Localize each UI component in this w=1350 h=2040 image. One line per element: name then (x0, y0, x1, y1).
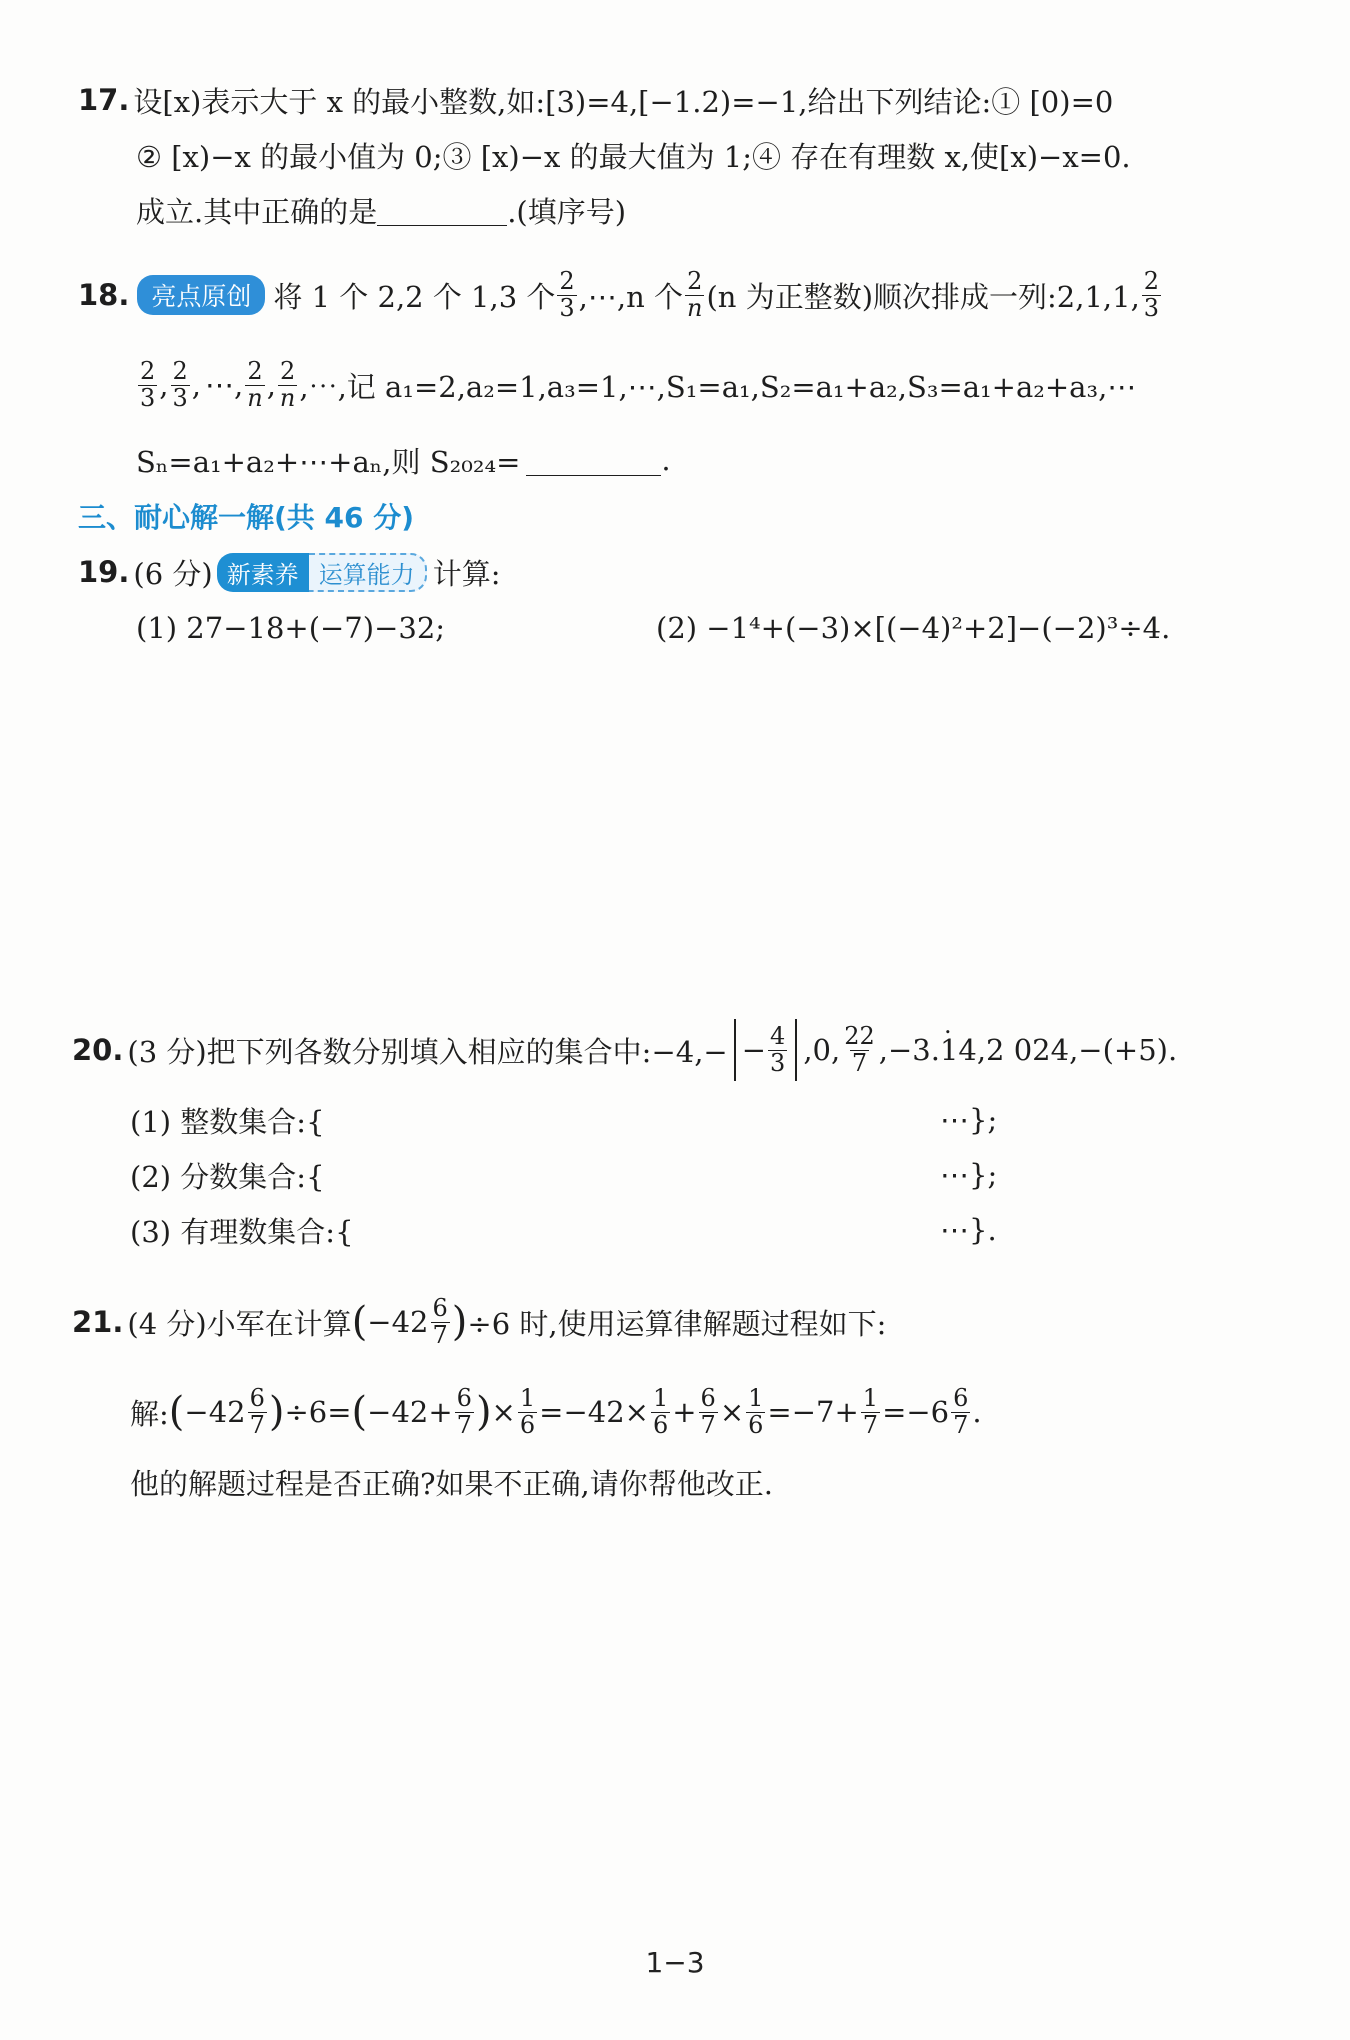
q17-answer-blank[interactable] (377, 195, 507, 226)
q19-badge-new: 新素养 (217, 553, 309, 592)
q20-set2: (2) 分数集合:{ ⋯}; (0, 1145, 1350, 1205)
q18-text-line2: ,⋯,记 a₁=2,a₂=1,a₃=1,⋯,S₁=a₁,S₂=a₁+a₂,S₃=a₁+a₂+a₃,⋯ (299, 369, 1137, 404)
q18-highlight-badge: 亮点原创 (137, 275, 265, 315)
q18-number: 18. (78, 278, 130, 312)
fraction-4-3: $\frac{4}{3}$ (770, 1022, 786, 1077)
q20-set3: (3) 有理数集合:{ ⋯}. (0, 1200, 1350, 1260)
q21-solution: 解: ( −42 $\frac{6}{7}$ ) ÷6= ( −42+ $\frac{6}{7}$ ) × $\frac{1}{6}$ =−42× $\frac{1}{6}$ + $\frac{6}{7}$ × $\frac{1}{6}$ =−7+ $\frac{1}{7}$ =−6 $\frac{6}{7}$ . (130, 1384, 982, 1439)
q19-text: 计算: (432, 556, 501, 591)
q17-text-3a: 成立.其中正确的是 (136, 194, 378, 229)
q18-line2: $\frac{2}{3}$ , $\frac{2}{3}$ , ⋯, $\frac{2}{n}$ , $\frac{2}{n}$ ,⋯,记 a₁=2,a₂=1,a₃=1,⋯,S₁=a₁,S₂=a₁+a₂,S₃=a₁+a₂+a₃,⋯ (140, 357, 1137, 412)
q18-text-1: 将 1 个 2,2 个 1,3 个 (273, 279, 556, 314)
q20-set2-label: (2) 分数集合:{ (130, 1159, 325, 1194)
q20-text: (3 分)把下列各数分别填入相应的集合中:−4,− (127, 1034, 728, 1069)
q17-line1 (0, 70, 1350, 130)
fraction-22-7: $\frac{22}{7}$ (844, 1022, 875, 1077)
q19-number: 19. (78, 555, 130, 589)
absolute-value-expression: − $\frac{4}{3}$ (728, 1019, 804, 1081)
q17-text-1: 设[x)表示大于 x 的最小整数,如:[3)=4,[−1.2)=−1,给出下列结论:① [0)=0 (133, 84, 1114, 119)
mixed-number: −42 $\frac{6}{7}$ (367, 1294, 448, 1349)
q17-line2 (0, 125, 1350, 185)
q17-text-3b: .(填序号) (507, 194, 627, 229)
mixed-number: −42 $\frac{6}{7}$ (184, 1384, 265, 1439)
q19-part2: (2) −1⁴+(−3)×[(−4)²+2]−(−2)³÷4. (656, 611, 1171, 645)
q18-answer-blank[interactable] (526, 445, 661, 476)
page-number: 1−3 (645, 1946, 705, 1979)
repeating-decimal: . 14 (940, 1033, 977, 1067)
q18-line1 (0, 255, 1350, 335)
q18-text-2: ,⋯,n 个 (578, 279, 684, 314)
fraction-2-3: $\frac{2}{3}$ (140, 357, 156, 412)
q21-number: 21. (72, 1305, 124, 1339)
section-3-title: 三、耐心解一解(共 46 分) (78, 501, 415, 534)
q20-set3-label: (3) 有理数集合:{ (130, 1214, 354, 1249)
q19-badge-skill: 运算能力 (309, 553, 427, 592)
q20-set1-label: (1) 整数集合:{ (130, 1104, 325, 1139)
q17-number: 17. (78, 83, 130, 117)
q19-points: (6 分) (133, 556, 213, 591)
q20-set1: (1) 整数集合:{ ⋯}; (0, 1090, 1350, 1150)
q21-line1: 21. (4 分)小军在计算 ( −42 $\frac{6}{7}$ ) ÷6 时,使用运算律解题过程如下: (72, 1294, 887, 1349)
fraction-2-n: $\frac{2}{n}$ (247, 357, 263, 412)
q17-text-2: ② [x)−x 的最小值为 0;③ [x)−x 的最大值为 1;④ 存在有理数 x,使[x)−x=0. (136, 139, 1131, 174)
q18-text-3b: . (661, 443, 671, 477)
fraction-2-3: $\frac{2}{3}$ (1143, 267, 1160, 322)
q20-number: 20. (72, 1033, 124, 1067)
q21-question: 他的解题过程是否正确?如果不正确,请你帮他改正. (130, 1466, 773, 1501)
fraction-2-n: $\frac{2}{n}$ (687, 267, 703, 322)
q18-text-3a: Sₙ=a₁+a₂+⋯+aₙ,则 S₂₀₂₄= (136, 444, 521, 479)
q18-text-3: (n 为正整数)顺次排成一列:2,1,1, (706, 279, 1140, 314)
fraction-2-3: $\frac{2}{3}$ (559, 267, 575, 322)
fraction-2-3: $\frac{2}{3}$ (172, 357, 188, 412)
q18-line3 (0, 430, 1350, 490)
section-3-heading (0, 486, 1350, 546)
q19-part1: (1) 27−18+(−7)−32; (136, 611, 446, 645)
q17-line3 (0, 180, 1350, 240)
q19-line2 (0, 598, 1350, 658)
q19-line1 (0, 542, 1350, 602)
q19-competency-badge (217, 553, 427, 592)
q20-line1: 20. (3 分)把下列各数分别填入相应的集合中:−4,− − $\frac{4}{3}$ ,0, $\frac{22}{7}$ ,−3. . 14 ,2 024,−(+5). (0, 1010, 1350, 1090)
fraction-2-n: $\frac{2}{n}$ (279, 357, 296, 412)
